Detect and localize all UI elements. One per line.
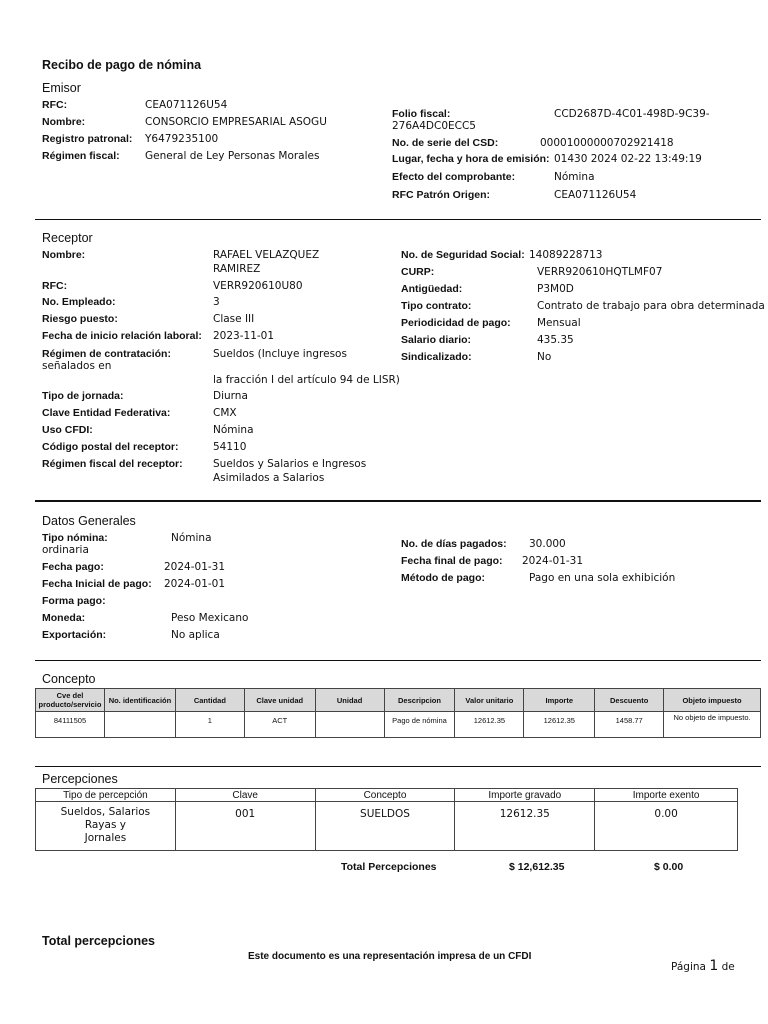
column-header: Clave: [175, 789, 315, 802]
table-cell: 1: [175, 712, 244, 738]
nss-value: 14089228713: [529, 249, 603, 261]
receptor-nombre-line1: RAFAEL VELAZQUEZ: [213, 249, 320, 261]
emisor-heading: Emisor: [42, 81, 81, 95]
cp-label: Código postal del receptor:: [42, 441, 179, 453]
pagina-label: Página: [671, 961, 706, 973]
fecha-inicial-value: 2024-01-01: [164, 578, 226, 590]
clave-cell: 001: [175, 802, 315, 851]
table-cell: [315, 712, 384, 738]
column-header: Objeto impuesto: [664, 689, 761, 712]
exportacion-label: Exportación:: [42, 629, 107, 641]
table-cell: 1458.77: [595, 712, 664, 738]
table-cell: ACT: [244, 712, 315, 738]
receptor-nombre-line2: RAMIREZ: [213, 263, 261, 275]
receptor-rfc-value: VERR920610U80: [213, 280, 303, 292]
inicio-value: 2023-11-01: [213, 330, 275, 342]
divider: [35, 660, 761, 661]
registro-patronal-value: Y6479235100: [145, 133, 219, 145]
page-title: Recibo de pago de nómina: [42, 58, 202, 72]
total-gravado-value: $ 12,612.35: [509, 861, 565, 873]
moneda-value: Peso Mexicano: [171, 612, 249, 624]
emisor-regimen-label: Régimen fiscal:: [42, 150, 120, 162]
salario-label: Salario diario:: [401, 334, 472, 346]
pagina-number: 1: [709, 958, 719, 974]
total-percepciones-heading: Total percepciones: [42, 934, 155, 948]
column-header: Importe gravado: [455, 789, 595, 802]
folio-fiscal-value-line1: CCD2687D-4C01-498D-9C39-: [554, 108, 710, 120]
table-cell: No objeto de impuesto.: [664, 712, 761, 738]
table-cell: 12612.35: [455, 712, 524, 738]
efecto-value: Nómina: [554, 171, 595, 183]
curp-value: VERR920610HQTLMF07: [537, 266, 663, 278]
percepciones-header-row: [36, 789, 738, 802]
exportacion-value: No aplica: [171, 629, 220, 641]
contratacion-label-line1: Régimen de contratación:: [42, 348, 171, 360]
emisor-rfc-value: CEA071126U54: [145, 99, 228, 111]
receptor-heading: Receptor: [42, 231, 93, 245]
jornada-label: Tipo de jornada:: [42, 390, 124, 402]
tipo-percepcion-line3: Jornales: [84, 832, 127, 844]
column-header: Valor unitario: [455, 689, 524, 712]
emisor-nombre-value: CONSORCIO EMPRESARIAL ASOGU: [145, 116, 327, 128]
efecto-label: Efecto del comprobante:: [392, 171, 516, 183]
dias-pagados-value: 30.000: [529, 538, 566, 550]
table-cell: 12612.35: [524, 712, 595, 738]
column-header: Descripcion: [384, 689, 455, 712]
metodo-pago-value: Pago en una sola exhibición: [529, 572, 676, 584]
tipo-nomina-label: Tipo nómina:: [42, 532, 108, 544]
rfc-origen-label: RFC Patrón Origen:: [392, 189, 491, 201]
column-header: Clave unidad: [244, 689, 315, 712]
divider: [35, 500, 761, 502]
entidad-label: Clave Entidad Federativa:: [42, 407, 171, 419]
salario-value: 435.35: [537, 334, 574, 346]
concepto-header-row: [36, 689, 761, 712]
total-exento-value: $ 0.00: [654, 861, 684, 873]
column-header: Concepto: [315, 789, 455, 802]
concepto-cell: SUELDOS: [315, 802, 455, 851]
tipo-nomina-value-line1: Nómina: [171, 532, 212, 544]
page-indicator: [671, 958, 735, 974]
contratacion-label-line2: señalados en: [42, 360, 112, 372]
fecha-pago-value: 2024-01-31: [164, 561, 226, 573]
total-percepciones-label: Total Percepciones: [341, 861, 437, 873]
divider: [35, 766, 761, 767]
cfdi-note: Este documento es una representación impresa de un CFDI: [248, 951, 532, 962]
receptor-regimen-label: Régimen fiscal del receptor:: [42, 458, 183, 470]
tipo-nomina-value-line2: ordinaria: [42, 544, 89, 556]
empleado-value: 3: [213, 296, 220, 308]
pagina-de: de: [721, 961, 735, 973]
concepto-heading: Concepto: [42, 672, 96, 686]
tipo-percepcion-line1: Sueldos, Salarios: [60, 806, 151, 818]
riesgo-label: Riesgo puesto:: [42, 313, 118, 325]
lugar-fecha-label: Lugar, fecha y hora de emisión:: [392, 153, 550, 165]
emisor-nombre-label: Nombre:: [42, 116, 86, 128]
gravado-cell: 12612.35: [455, 802, 595, 851]
table-row: [36, 712, 761, 738]
emisor-regimen-value: General de Ley Personas Morales: [145, 150, 320, 162]
column-header: Importe exento: [595, 789, 738, 802]
contrato-label: Tipo contrato:: [401, 300, 472, 312]
fecha-inicial-label: Fecha Inicial de pago:: [42, 578, 152, 590]
emisor-rfc-label: RFC:: [42, 99, 68, 111]
column-header: Cantidad: [175, 689, 244, 712]
forma-pago-label: Forma pago:: [42, 595, 106, 607]
sindicalizado-label: Sindicalizado:: [401, 351, 472, 363]
column-header: Unidad: [315, 689, 384, 712]
column-header: Importe: [524, 689, 595, 712]
concepto-table: [35, 688, 761, 738]
entidad-value: CMX: [213, 407, 237, 419]
uso-cfdi-value: Nómina: [213, 424, 254, 436]
rfc-origen-value: CEA071126U54: [554, 189, 637, 201]
riesgo-value: Clase III: [213, 313, 255, 325]
moneda-label: Moneda:: [42, 612, 86, 624]
percepciones-table: [35, 788, 738, 851]
column-header: Tipo de percepción: [36, 789, 176, 802]
nss-label: No. de Seguridad Social:: [401, 249, 525, 261]
tipo-percepcion-line2: Rayas y: [84, 819, 126, 831]
contrato-value: Contrato de trabajo para obra determinada: [537, 300, 765, 312]
fecha-final-label: Fecha final de pago:: [401, 555, 503, 567]
fecha-final-value: 2024-01-31: [522, 555, 584, 567]
percepciones-heading: Percepciones: [42, 772, 118, 786]
metodo-pago-label: Método de pago:: [401, 572, 485, 584]
folio-fiscal-label: Folio fiscal:: [392, 108, 451, 120]
tipo-percepcion-cell: [36, 802, 176, 851]
receptor-regimen-line2: Asimilados a Salarios: [213, 472, 325, 484]
empleado-label: No. Empleado:: [42, 296, 116, 308]
column-header: Cve del producto/servicio: [36, 689, 105, 712]
column-header: Descuento: [595, 689, 664, 712]
periodicidad-value: Mensual: [537, 317, 581, 329]
fecha-pago-label: Fecha pago:: [42, 561, 104, 573]
sindicalizado-value: No: [537, 351, 552, 363]
antiguedad-value: P3M0D: [537, 283, 574, 295]
uso-cfdi-label: Uso CFDI:: [42, 424, 93, 436]
jornada-value: Diurna: [213, 390, 248, 402]
receptor-rfc-label: RFC:: [42, 280, 68, 292]
serie-csd-label: No. de serie del CSD:: [392, 137, 499, 149]
receptor-regimen-line1: Sueldos y Salarios e Ingresos: [213, 458, 367, 470]
exento-cell: 0.00: [595, 802, 738, 851]
dias-pagados-label: No. de días pagados:: [401, 538, 507, 550]
antiguedad-label: Antigüedad:: [401, 283, 463, 295]
column-header: No. identificación: [104, 689, 175, 712]
lugar-fecha-value: 01430 2024 02-22 13:49:19: [554, 153, 702, 165]
table-cell: Pago de nómina: [384, 712, 455, 738]
divider: [35, 219, 761, 220]
contratacion-value-line1: Sueldos (Incluye ingresos: [213, 348, 347, 360]
inicio-label: Fecha de inicio relación laboral:: [42, 330, 202, 342]
curp-label: CURP:: [401, 266, 435, 278]
generales-heading: Datos Generales: [42, 514, 136, 528]
table-row: [36, 802, 738, 851]
periodicidad-label: Periodicidad de pago:: [401, 317, 511, 329]
serie-csd-value: 00001000000702921418: [540, 137, 674, 149]
table-cell: [104, 712, 175, 738]
registro-patronal-label: Registro patronal:: [42, 133, 133, 145]
table-cell: 84111505: [36, 712, 105, 738]
receptor-nombre-label: Nombre:: [42, 249, 86, 261]
folio-fiscal-value-line2: 276A4DC0ECC5: [392, 120, 476, 132]
cp-value: 54110: [213, 441, 247, 453]
contratacion-value-line2: la fracción I del artículo 94 de LISR): [213, 374, 400, 386]
